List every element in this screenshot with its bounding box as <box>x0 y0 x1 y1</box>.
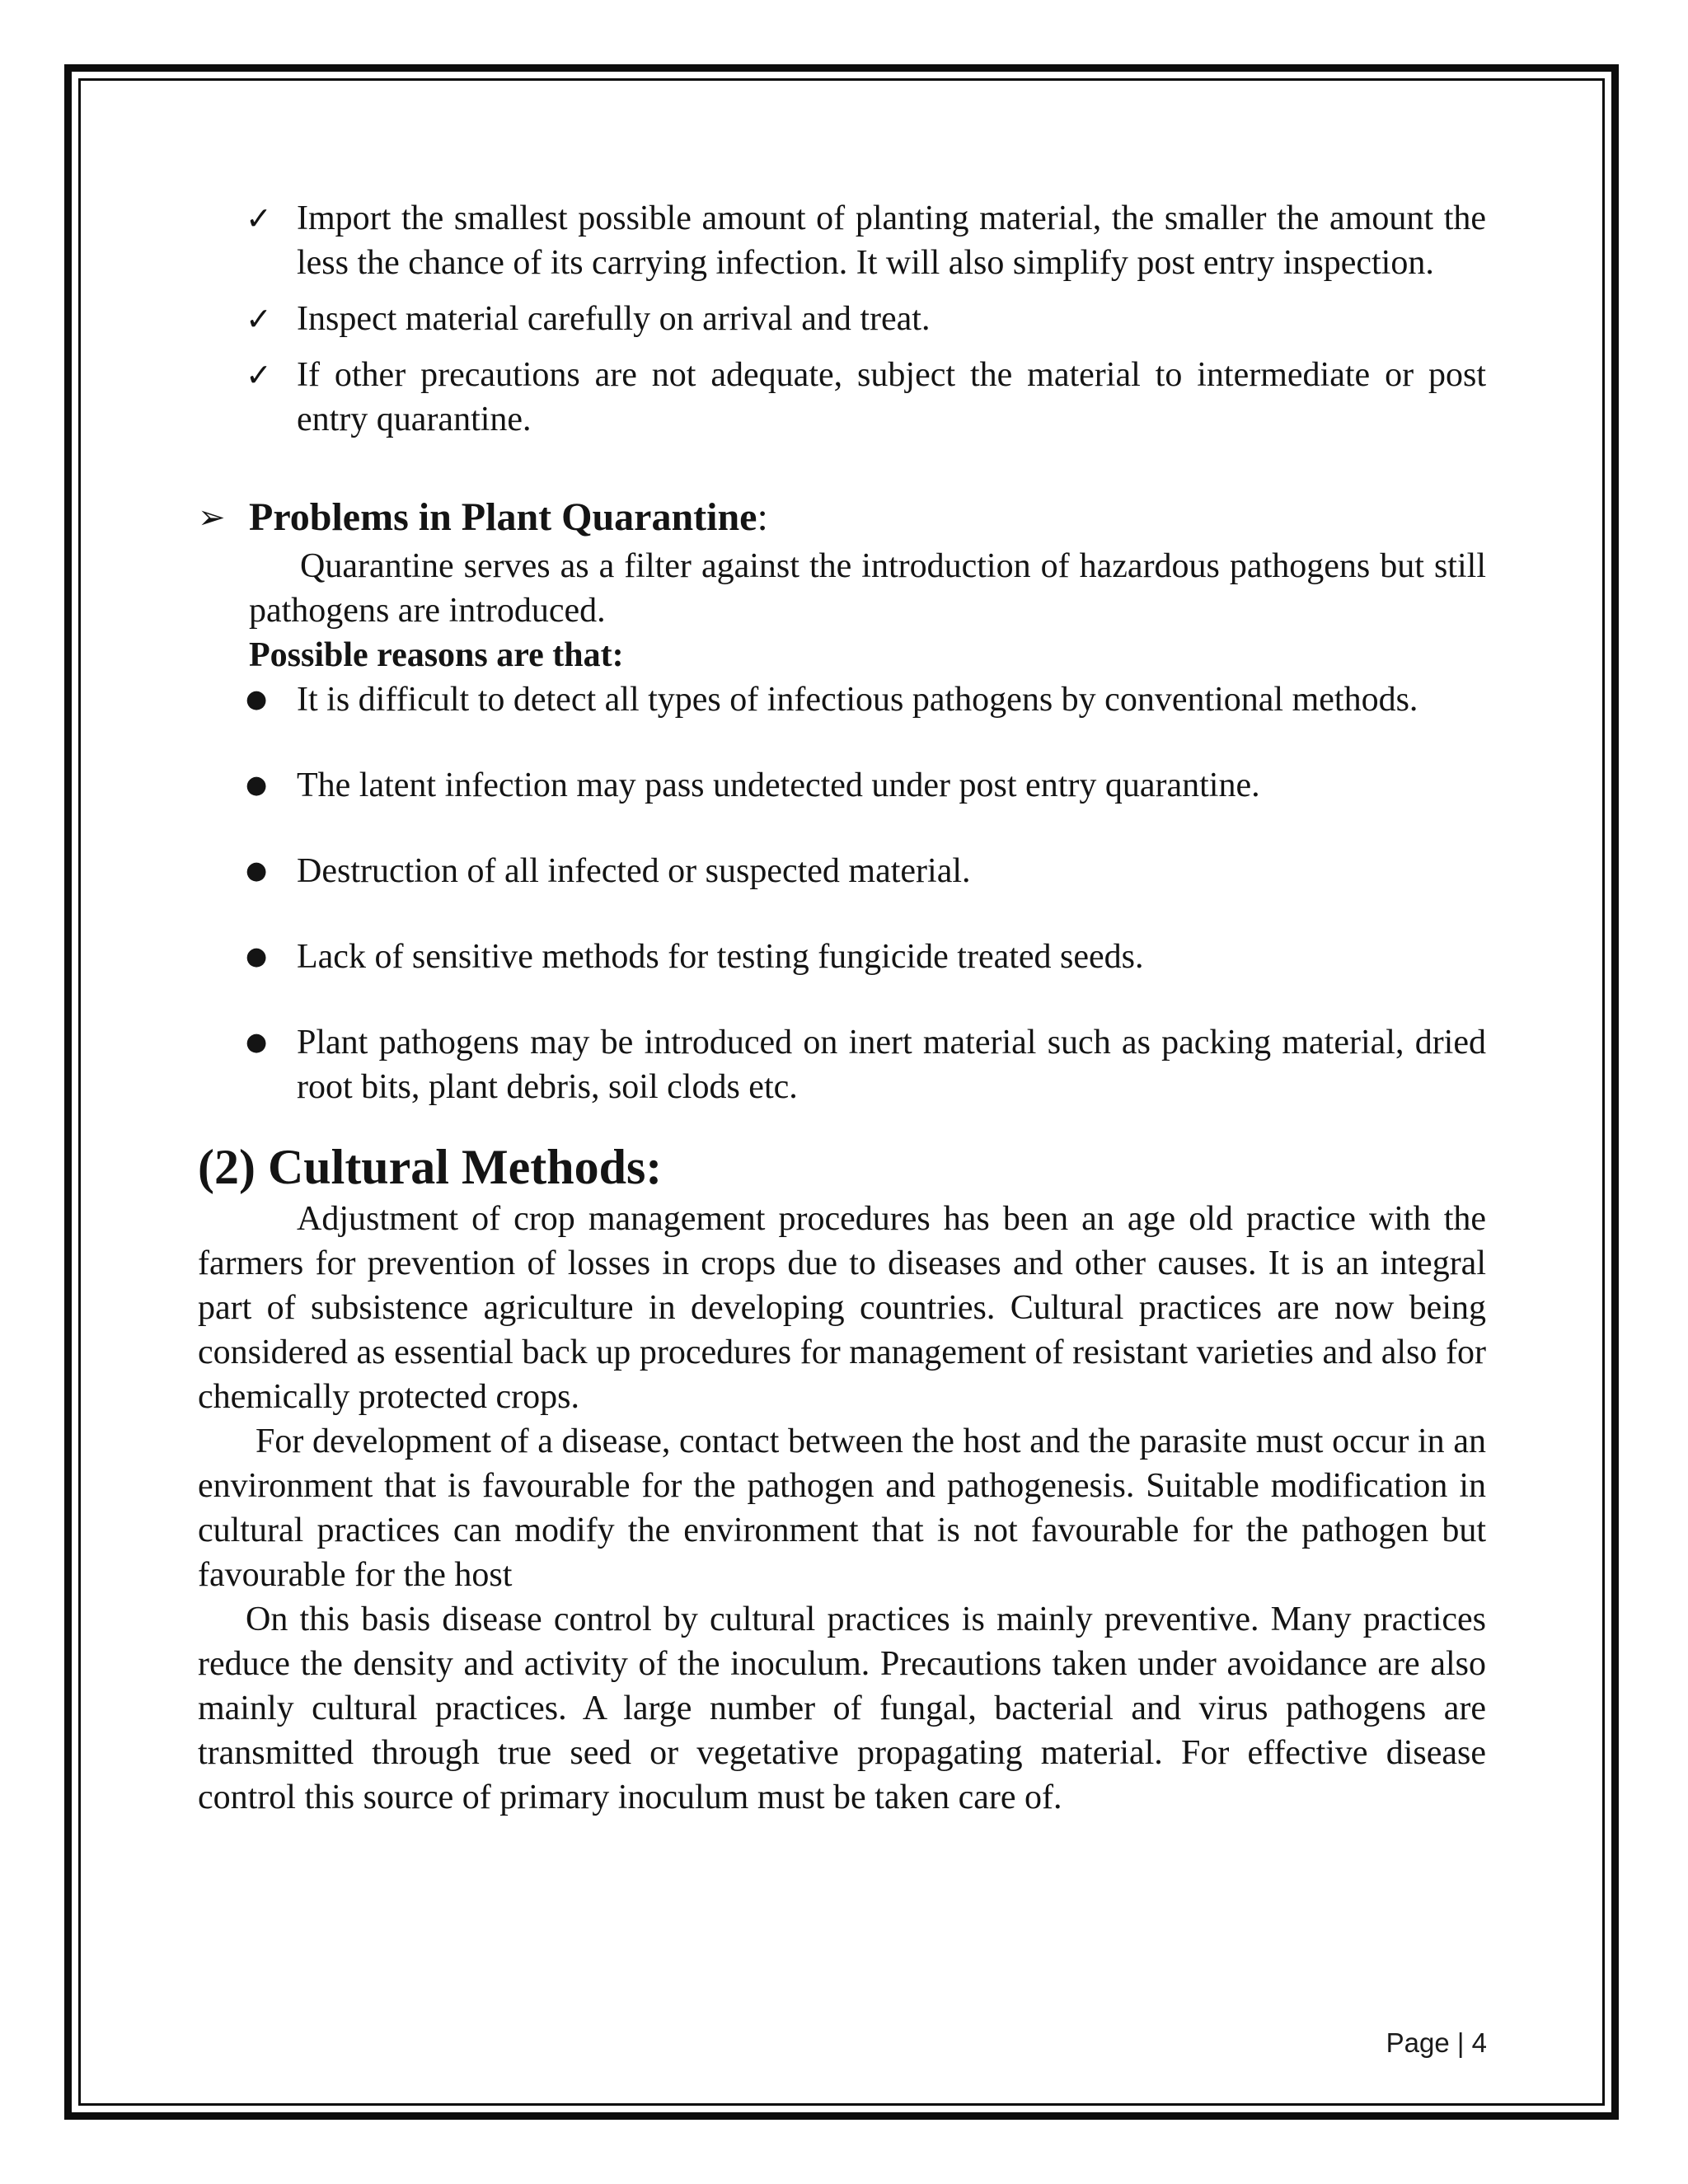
cultural-paragraph-3: On this basis disease control by cultural practices is mainly preventive. Many practices reduce the density and activity of the inoculum. Precautions taken under avoidance are also mainly cultural practices. A large number of fungal, bacterial and virus pathogens are transmitted through true seed or vegetative propagating material. For effective disease control this source of primary inoculum must be taken care of. <box>198 1601 1486 1816</box>
problems-intro: Quarantine serves as a filter against the introduction of hazardous pathogens but still pathogens are introduced. <box>249 547 1486 630</box>
list-item: ● Plant pathogens may be introduced on inert material such as packing material, dried root bits, plant debris, soil clods etc. <box>198 1020 1486 1109</box>
checkmark-icon: ✓ <box>246 357 272 393</box>
problems-heading: ➢ Problems in Plant Quarantine: <box>198 491 1486 544</box>
page-number: Page | 4 <box>1386 2027 1487 2058</box>
list-item: ✓ Import the smallest possible amount of planting material, the smaller the amount the less the chance of its carrying infection. It will also simplify post entry inspection. <box>198 196 1486 285</box>
bullet-icon: ● <box>246 856 268 885</box>
bullet-icon: ● <box>246 771 268 799</box>
page-content <box>198 196 1486 1820</box>
list-item: ● Lack of sensitive methods for testing fungicide treated seeds. <box>198 935 1486 979</box>
cultural-methods-heading: (2) Cultural Methods: <box>198 1140 663 1194</box>
cultural-paragraph-1: Adjustment of crop management procedures has been an age old practice with the farmers for prevention of losses in crops due to diseases and other causes. It is an integral part of subsistence agriculture in developing countries. Cultural practices are now being considered as essential back up procedures for management of resistant varieties and also for chemically protected crops. <box>198 1200 1486 1416</box>
list-item: ● The latent infection may pass undetected under post entry quarantine. <box>198 763 1486 808</box>
list-item: ● It is difficult to detect all types of infectious pathogens by conventional methods. <box>198 677 1486 722</box>
list-item: ✓ If other precautions are not adequate, subject the material to intermediate or post entry quarantine. <box>198 353 1486 442</box>
list-item: ✓ Inspect material carefully on arrival and treat. <box>198 297 1486 341</box>
list-item: ● Destruction of all infected or suspected material. <box>198 849 1486 893</box>
reasons-label: Possible reasons are that: <box>249 636 624 674</box>
checkmark-icon: ✓ <box>246 200 272 237</box>
checkmark-icon: ✓ <box>246 301 272 337</box>
cultural-paragraph-2: For development of a disease, contact between the host and the parasite must occur in an environment that is favourable for the pathogen and pathogenesis. Suitable modification in cultural practices can modify the environment that is not favourable for the pathogen but favourable for the host <box>198 1422 1486 1594</box>
bullet-icon: ● <box>246 685 268 714</box>
bullet-icon: ● <box>246 942 268 971</box>
bullet-icon: ● <box>246 1028 268 1057</box>
problems-section <box>198 544 1486 677</box>
arrow-bullet-icon: ➢ <box>198 499 226 537</box>
